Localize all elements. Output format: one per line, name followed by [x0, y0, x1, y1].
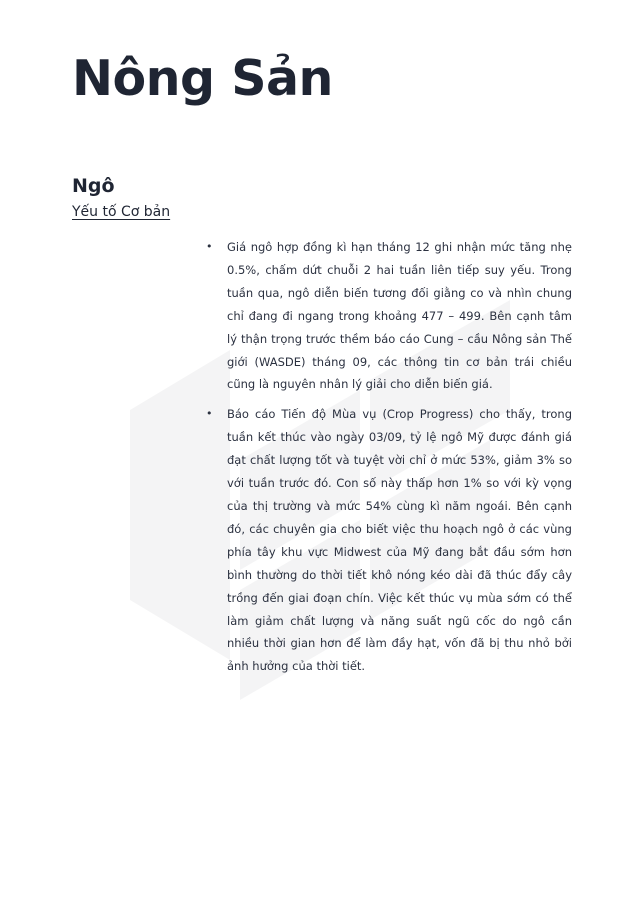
list-item [206, 236, 572, 396]
bullet-dot-icon: • [206, 407, 213, 421]
page-title: Nông Sản [72, 50, 333, 107]
bullet-dot-icon: • [206, 240, 213, 253]
bullet-list [206, 236, 572, 685]
list-item [206, 403, 572, 678]
list-item-text: Giá ngô hợp đồng kì hạn tháng 12 ghi nhận mức tăng nhẹ 0.5%, chấm dứt chuỗi 2 hai tuần liên tiếp suy yếu. Trong tuần qua, ngô diễn biến tương đối giằng co và nhìn chung chỉ đang đi ngang trong khoảng 477 – 499. Bên cạnh tâm lý thận trọng trước thềm báo cáo Cung – cầu Nông sản Thế giới (WASDE) tháng 09, các thông tin cơ bản trái chiều cũng là nguyên nhân lý giải cho diễn biến giá. [227, 240, 572, 392]
subsection-link-fundamentals[interactable]: Yếu tố Cơ bản [72, 204, 171, 220]
list-item-text: Báo cáo Tiến độ Mùa vụ (Crop Progress) cho thấy, trong tuần kết thúc vào ngày 03/09, tỷ lệ ngô Mỹ được đánh giá đạt chất lượng tốt và tuyệt vời chỉ ở mức 53%, giảm 3% so với tuần trước đó. Con số này thấp hơn 1% so với kỳ vọng của thị trường và mức 54% cùng kì năm ngoái. Bên cạnh đó, các chuyên gia cho biết việc thu hoạch ngô ở các vùng phía tây khu vực Midwest của Mỹ đang bắt đầu sớm hơn bình thường do thời tiết khô nóng kéo dài đã thúc đẩy cây trồng đến giai đoạn chín. Việc kết thúc vụ mùa sớm có thể làm giảm chất lượng và năng suất ngũ cốc do ngô cần nhiều thời gian hơn để làm đầy hạt, vốn đã bị thu nhỏ bởi ảnh hưởng của thời tiết. [227, 407, 572, 674]
section-title: Ngô [72, 175, 115, 197]
